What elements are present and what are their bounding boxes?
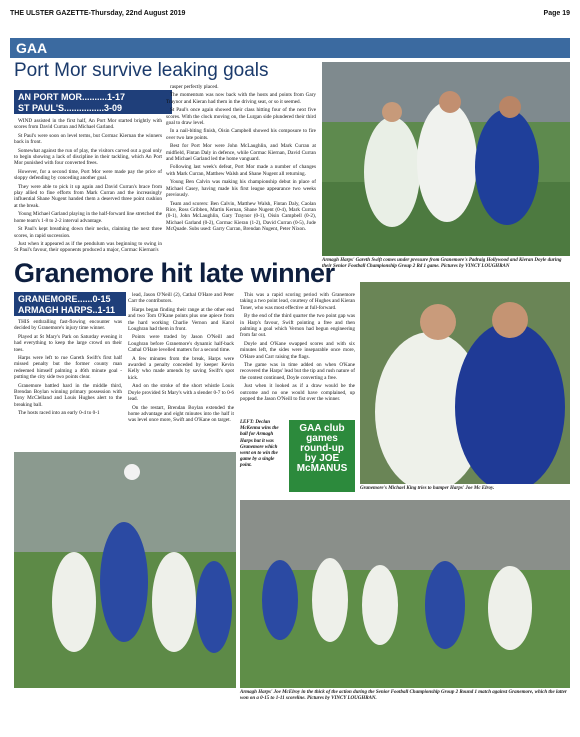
paragraph: Granemore battled hard in the middle third, Brendan Boylan winning primary possession with Tony McClelland and Louis Hughes alert to the breaking ball.	[14, 382, 122, 408]
photo-top-caption: Armagh Harps' Gareth Swift comes under pressure from Granemore's Padraig Hollywood and Kieran Doyle during their Senior Football Championship Group 2 Rd 1 game. Pictures by VINCY LOUGHRAN	[322, 258, 562, 269]
promo-line: round-up	[300, 443, 344, 454]
section-band	[10, 38, 570, 58]
article1-column-2	[166, 84, 316, 256]
paragraph: The game was in time added on when O'Kane recovered the Harps' lead but the tip and rush nature of the contest continued, Doyle converting a free.	[240, 362, 355, 381]
paragraph: Played at St Mary's Park on Saturday evening it had everything to keep the large crowd on their toes.	[14, 333, 122, 353]
photo-top-image	[322, 62, 570, 256]
paragraph: Team and scorers: Ben Calvin, Matthew Walsh, Fintan Daly, Caolan Rice, Ross Gribben, Martin Kernan, Shane Nugent (0-4), Mark Curran (0-1), John McLaughlin, Gary Traynor (0-1), Oisin Campbell (0-2), Michael Garland (0-2), Cormac Kieran (1-2), David Curran (0-5), Jude McQuade. Subs used: Garry Curran, Brendan Nugent, Peter Nixon.	[166, 200, 316, 233]
promo-line: by JOE	[304, 453, 340, 464]
score-line: ARMAGH HARPS..1-11	[18, 305, 116, 315]
paragraph: Best for Port Mor were John McLaughlin, and Mark Curran at midfield, Fintan Daly in defence, while Cormac Kiernan, David Curran and Michael Garland led the home vanguard.	[166, 143, 316, 163]
score-line: AN PORT MOR..........1-17	[18, 92, 126, 102]
section-title: GAA	[16, 40, 48, 56]
page-number: Page 19	[543, 10, 570, 17]
article2-column-3	[240, 292, 355, 416]
photo-left	[14, 452, 236, 688]
paragraph: A few minutes from the break, Harps were awarded a penalty conceded by keeper Kevin Kelly who made amends by saving Swift's spot kick.	[128, 355, 234, 381]
paragraph: This was a rapid scoring period with Granemore taking a two point lead, courtesy of Hughes and Kieran Toner, who was most effective at full-forward.	[240, 292, 355, 311]
photo-bottom-caption: Armagh Harps' Joe McElroy in the thick of the action during the Senior Football Championship Group 2 Round 1 match against Granemore, which the latter won on a 0-15 to 1-11 scoreline. Pictures by VINCY LOUGHRAN.	[240, 690, 567, 701]
paragraph: In a nail-biting finish, Oisin Campbell showed his composure to fire over two late points.	[166, 128, 316, 141]
paragraph: Harps were left to rue Gareth Swift's first half missed penalty but the former county man redeemed himself palming a 46th minute goal - putting the city side two points clear.	[14, 355, 122, 381]
paragraph: By the end of the third quarter the two point gap was in Harp's favour, Swift pointing a free and then palming a goal which Vernon had begun engineering from far out.	[240, 313, 355, 339]
paragraph: On the restart, Brendan Boylan extended the home advantage and eight minutes into the half it was level once more, Swift and O'Kane on target.	[128, 404, 234, 422]
paragraph: And on the stroke of the short whistle Louis Doyle provided St Mary's with a slender 0-7 to 0-6 lead.	[128, 383, 234, 403]
paragraph: However, for a second time, Port Mor were made pay the price of sloppy defending by conceding another goal.	[14, 168, 162, 182]
paragraph: Just when it appeared as if the pendulum was beginning to swing in St Paul's favour, their opponents produced a major, Cormac Kiernan's	[14, 240, 162, 254]
article2-column-1	[14, 319, 122, 449]
paragraph: Harps began finding their range at the other end and two Tom O'Kane points plus one apiece from the hard working Charlie Vernon and Karol Loughran had them in front.	[128, 306, 234, 333]
promo-line: GAA club	[299, 423, 345, 434]
masthead	[10, 8, 570, 20]
photo-bottom	[240, 500, 570, 688]
article2-headline: Granemore hit late winner	[14, 258, 335, 288]
paragraph: THIS enthralling fast-flowing encounter was decided by Granemore's injury time winner.	[14, 319, 122, 332]
paragraph: Points were traded by Jason O'Neill and Loughran before Granemore's dynamic half-back Cathal O'Hare levelled matters for a second time.	[128, 334, 234, 354]
photo-left-image	[14, 452, 236, 688]
article2-column-2	[128, 292, 234, 422]
score-line: GRANEMORE......0-15	[18, 294, 111, 304]
paragraph: Young Ben Calvin was making his championship debut in place of Michael Casey, having made his first league appearance two weeks previously.	[166, 179, 316, 199]
paragraph: rasper perfectly placed.	[170, 84, 219, 90]
paragraph: The momentum was now back with the hosts and points from Gary Traynor and Kieran had them in the driving seat, or so it seemed.	[166, 92, 316, 105]
paragraph: They were able to pick it up again and David Curran's brace from play allied to fine efforts from Mark Curran and the increasingly influential Shane Nugent handed them a deserved three point cushion at the break.	[14, 183, 162, 209]
masthead-title: THE ULSTER GAZETTE-Thursday, 22nd August 2019	[10, 10, 186, 17]
paragraph: Doyle and O'Kane swapped scores and with six minutes left, the sides were inseparable once more, O'Hare and Carr raising the flags.	[240, 340, 355, 360]
article1-column-1	[14, 118, 162, 254]
photo-bottom-image	[240, 500, 570, 688]
paragraph: Following last week's defeat, Port Mor made a number of changes with Mark Curran, Matthew Walsh and Shane Nugent all returning.	[166, 164, 316, 177]
paragraph: St Paul's were soon on level terms, but Cormac Kiernan the winners back in front.	[14, 132, 162, 146]
score-line: ST PAUL'S................3-09	[18, 103, 122, 113]
paragraph: Just when it looked as if a draw would be the outcome and no one would have complained, up popped the Jason O'Neill to fist over the winner.	[240, 383, 355, 403]
photo-top	[322, 62, 570, 256]
photo-middle-right	[360, 282, 570, 484]
article2-scorebox	[14, 292, 126, 316]
paragraph: Somewhat against the run of play, the visitors carved out a goal only to begin showing a lack of discipline in their tackling, which An Port Mor punished with four converted frees.	[14, 147, 162, 167]
article1-scorebox	[14, 90, 172, 114]
paragraph: St Paul's once again showed their class hitting four of the next five scores. With the clock moving on, the Lurgan side plundered their third goal to draw level.	[166, 107, 316, 127]
promo-line: McMANUS	[296, 463, 348, 474]
left-caption: LEFT: Declan McKenna wins the ball for Armagh Harps but it was Granemore which went on to win the game by a single point.	[240, 420, 279, 469]
article1-headline: Port Mor survive leaking goals	[14, 60, 269, 81]
promo-box	[289, 420, 355, 492]
paragraph: The hosts raced into an early 0-4 to 0-1	[18, 410, 100, 417]
paragraph: WIND assisted in the first half, An Port Mor started brightly with scores from David Curran and Michael Garland.	[14, 118, 162, 131]
photo-middle-right-image	[360, 282, 570, 484]
paragraph: St Paul's kept breathing down their necks, claiming the next three scores, in rapid succession.	[14, 226, 162, 239]
paragraph: lead, Jason O'Neill (2), Cathal O'Hare and Peter Carr the contributors.	[128, 292, 234, 305]
photo-middle-right-caption: Granemore's Michael King tries to hamper Harps' Joe Mc Elroy.	[360, 486, 495, 491]
promo-line: games	[306, 433, 338, 444]
paragraph: Young Michael Garland playing in the half-forward line stretched the home team's 1-8 to 2-2 interval advantage.	[14, 211, 162, 224]
